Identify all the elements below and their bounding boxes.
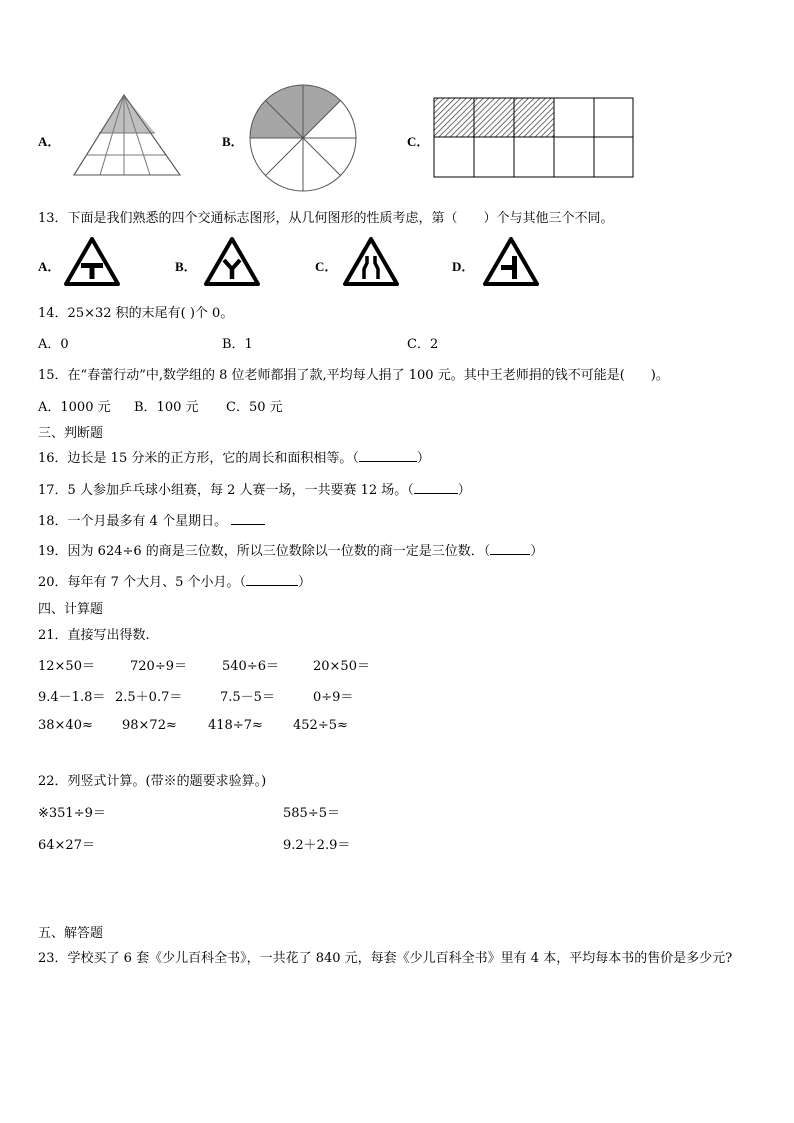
q22-item: 9.2＋2.9＝ (283, 838, 351, 853)
q12-option-c-label: C． (407, 134, 430, 149)
q16 (38, 447, 430, 466)
q13-stem: 13．下面是我们熟悉的四个交通标志图形，从几何图形的性质考虑，第（ ）个与其他三个不同。 (38, 211, 614, 226)
side-road-sign-icon (482, 236, 540, 288)
y-junction-sign-icon (203, 236, 261, 288)
q20-text: 20．每年有 7 个大月、5 个小月。（ (38, 575, 246, 590)
q21-item: 452÷5≈ (293, 718, 348, 733)
q12-option-a-label: A． (38, 134, 61, 149)
q15-option-a: A．1000 元 (38, 400, 111, 415)
q17-close: ） (457, 483, 471, 498)
q12-circle-figure (247, 83, 359, 195)
q15-stem: 15．在“春蕾行动”中,数学组的 8 位老师都捐了款,平均每人捐了 100 元。其中王老师捐的钱不可能是( )。 (38, 368, 669, 383)
q13-option-a-label: A． (38, 259, 61, 274)
q19-text: 19．因为 624÷6 的商是三位数，所以三位数除以一位数的商一定是三位数．（ (38, 544, 491, 559)
section-3-heading: 三、判断题 (38, 426, 104, 441)
section-4-heading: 四、计算题 (38, 602, 104, 617)
q17-text: 17．5 人参加乒乓球小组赛，每 2 人赛一场，一共要赛 12 场。（ (38, 483, 414, 498)
q21-item: 98×72≈ (122, 718, 177, 733)
q17-answer-blank[interactable] (414, 481, 458, 494)
q21-item: 2.5＋0.7＝ (115, 690, 183, 705)
q21-item: 20×50＝ (313, 659, 370, 674)
q18-text: 18．一个月最多有 4 个星期日。 (38, 514, 228, 529)
q20-answer-blank[interactable] (246, 573, 298, 586)
q16-text: 16．边长是 15 分米的正方形，它的周长和面积相等。（ (38, 451, 359, 466)
q16-answer-blank[interactable] (359, 449, 417, 462)
q21-item: 7.5－5＝ (220, 690, 275, 705)
q14-option-a: A．0 (38, 337, 69, 352)
q12-option-b-label: B． (222, 134, 244, 149)
q17 (38, 479, 471, 498)
q20-close: ） (297, 575, 311, 590)
q15-option-c: C．50 元 (226, 400, 283, 415)
q21-item: 0÷9＝ (313, 690, 354, 705)
q12-triangle-figure (66, 93, 182, 177)
q14-option-c: C．2 (407, 337, 439, 352)
q21-item: 540÷6＝ (222, 659, 279, 674)
section-5-heading: 五、解答题 (38, 926, 104, 941)
q22-item: 585÷5＝ (283, 806, 340, 821)
q12-grid-figure (433, 97, 635, 179)
q21-item: 418÷7≈ (208, 718, 263, 733)
q22-item: ※351÷9＝ (38, 806, 106, 821)
q21-item: 720÷9＝ (130, 659, 187, 674)
q14-option-b: B．1 (222, 337, 253, 352)
q22-stem: 22．列竖式计算。(带※的题要求验算。) (38, 774, 267, 789)
q18 (38, 510, 265, 529)
q21-item: 12×50＝ (38, 659, 95, 674)
road-narrows-sign-icon (342, 236, 400, 288)
q21-item: 9.4－1.8＝ (38, 690, 106, 705)
q23-text: 23．学校买了 6 套《少儿百科全书》，一共花了 840 元，每套《少儿百科全书》里有 4 本，平均每本书的售价是多少元? (38, 951, 733, 966)
q16-close: ） (416, 451, 430, 466)
q14-stem: 14．25×32 积的末尾有( )个 0。 (38, 306, 234, 321)
q13-option-c-label: C． (315, 259, 338, 274)
q13-option-b-label: B． (175, 259, 197, 274)
q15-option-b: B．100 元 (134, 400, 199, 415)
q13-option-d-label: D． (452, 259, 475, 274)
q18-answer-blank[interactable] (231, 512, 265, 525)
q19-close: ） (530, 544, 544, 559)
q22-item: 64×27＝ (38, 838, 95, 853)
q21-item: 38×40≈ (38, 718, 93, 733)
q21-stem: 21．直接写出得数. (38, 628, 150, 643)
q20 (38, 571, 311, 590)
q19 (38, 540, 543, 559)
q19-answer-blank[interactable] (490, 542, 530, 555)
t-junction-sign-icon (63, 236, 121, 288)
